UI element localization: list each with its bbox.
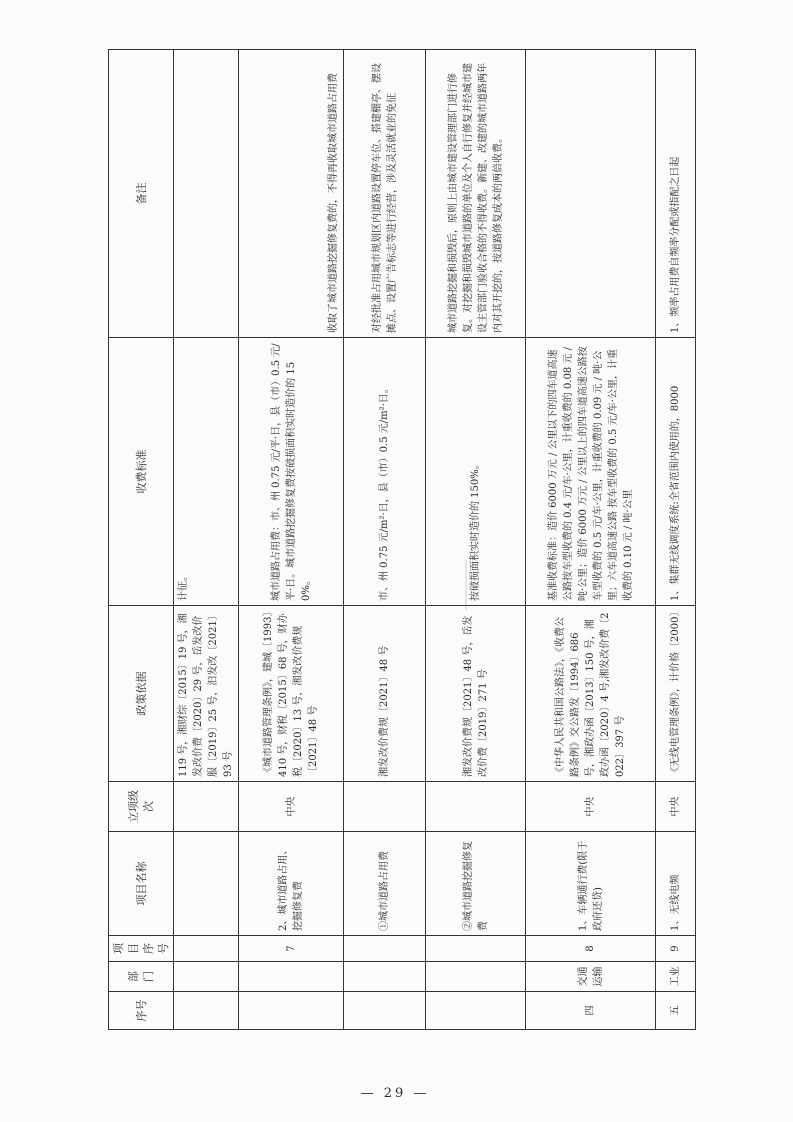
table-header-row xyxy=(109,50,174,1030)
table-row xyxy=(239,50,344,1030)
cell-level xyxy=(344,782,426,832)
cell-note: 1、频率占用费自频率分配或指配之日起 xyxy=(656,50,696,338)
cell-name: 1、无线电频 xyxy=(656,832,696,936)
cell-name: 2、城市道路占用、挖掘修复费 xyxy=(239,832,344,936)
table-row xyxy=(174,50,239,1030)
cell-basis: 119 号，湘财综〔2015〕19 号，湘发改价费〔2020〕29 号，岳发改价服〔2019〕25 号，汨发改〔2021〕93 号 xyxy=(174,606,239,782)
cell-seq xyxy=(344,992,426,1030)
fee-table xyxy=(108,49,696,1030)
cell-name: ①城市道路占用费 xyxy=(344,832,426,936)
cell-note xyxy=(526,50,656,338)
cell-basis: 《无线电管理条例》，计价格〔2000〕 xyxy=(656,606,696,782)
table-row xyxy=(526,50,656,1030)
cell-standard: 按破损面积实时造价的 150%。 xyxy=(426,338,526,606)
cell-seq xyxy=(174,992,239,1030)
cell-basis: 《城市道路管理条例》，建城〔1993〕410 号，财税〔2015〕68 号，财办税〔2020〕13 号，湘发改价费规〔2021〕48 号 xyxy=(239,606,344,782)
cell-seq xyxy=(426,992,526,1030)
cell-dept xyxy=(239,962,344,992)
cell-item-no: 8 xyxy=(526,936,656,962)
cell-name: 1、车辆通行费(限于政府还贷) xyxy=(526,832,656,936)
cell-note xyxy=(174,50,239,338)
cell-level: 中央 xyxy=(239,782,344,832)
cell-seq: 五 xyxy=(656,992,696,1030)
cell-dept: 交通运输 xyxy=(526,962,656,992)
cell-dept xyxy=(174,962,239,992)
cell-basis: 《中华人民共和国公路法》，《收费公路条例》交公路发〔1994〕686 号，湘政办函〔2013〕150 号，湘政办函〔2020〕4 号,湘发改价费〔2022〕397 号 xyxy=(526,606,656,782)
table-row xyxy=(344,50,426,1030)
table-row xyxy=(656,50,696,1030)
cell-note: 城市道路挖掘和损毁后，原则上由城市建设管理部门进行修复。对挖掘和损毁城市道路的单位及个人自行修复并经城市建设主管部门验收合格的不得收费。新建、改建的城市道路两年内对其开挖的，按道路修复成本的两倍收费。 xyxy=(426,50,526,338)
cell-level xyxy=(426,782,526,832)
header-seq: 序号 xyxy=(109,992,174,1030)
cell-standard: 1、集群无线调度系统:全省范围内使用的，8000 xyxy=(656,338,696,606)
header-item-no: 项目序号 xyxy=(109,936,174,962)
cell-item-no: 7 xyxy=(239,936,344,962)
cell-item-no: 9 xyxy=(656,936,696,962)
cell-standard: 基准收费标准：造价 6000 万元 / 公里以下的四车道高速公路按车型收费的 0.4 元/车·公里，计重收费的 0.08 元 / 吨·公里；造价 6000 万元 / 公里以上的四车道高速公路按车型收费的 0.5 元/车·公里，计重收费的 0.09 元 / 吨·公里；六车道高速公路 按车型收费的 0.5 元/车·公里，计重收费的 0.10 元 / 吨·公里 xyxy=(526,338,656,606)
cell-item-no xyxy=(174,936,239,962)
cell-note: 收取了城市道路挖掘修复费的，不得再收取城市道路占用费 xyxy=(239,50,344,338)
cell-level xyxy=(174,782,239,832)
header-dept: 部门 xyxy=(109,962,174,992)
cell-dept xyxy=(426,962,526,992)
cell-standard: 市、州 0.75 元/m²·日，县（市）0.5 元/m²·日。 xyxy=(344,338,426,606)
header-standard: 收费标准 xyxy=(109,338,174,606)
cell-name xyxy=(174,832,239,936)
cell-note: 对经批准占用城市规划区内道路设置停车位、搭建棚亭、摆设摊点、设置广告标志等进行经营，涉及灵活就业的免征 xyxy=(344,50,426,338)
cell-item-no xyxy=(344,936,426,962)
page-number: — 29 — xyxy=(360,1086,430,1101)
cell-name: ②城市道路挖掘修复费 xyxy=(426,832,526,936)
table-row xyxy=(426,50,526,1030)
header-note: 备注 xyxy=(109,50,174,338)
cell-seq xyxy=(239,992,344,1030)
cell-basis: 湘发改价费规〔2021〕48 号 xyxy=(344,606,426,782)
header-name: 项目名称 xyxy=(109,832,174,936)
cell-level: 中央 xyxy=(526,782,656,832)
header-basis: 政策依据 xyxy=(109,606,174,782)
cell-standard: 城市道路占用费：市、州 0.75 元/平·日，县（市）0.5 元/平·日。城市道路挖掘修复费按破损面积实时造价的 150%。 xyxy=(239,338,344,606)
rotated-table-container xyxy=(108,50,688,1030)
cell-dept: 工业 xyxy=(656,962,696,992)
cell-level: 中央 xyxy=(656,782,696,832)
cell-item-no xyxy=(426,936,526,962)
cell-seq: 四 xyxy=(526,992,656,1030)
cell-standard: 计征。 xyxy=(174,338,239,606)
header-level: 立项级次 xyxy=(109,782,174,832)
cell-basis: 湘发改价费规〔2021〕48 号，岳发改价费〔2019〕271 号 xyxy=(426,606,526,782)
cell-dept xyxy=(344,962,426,992)
